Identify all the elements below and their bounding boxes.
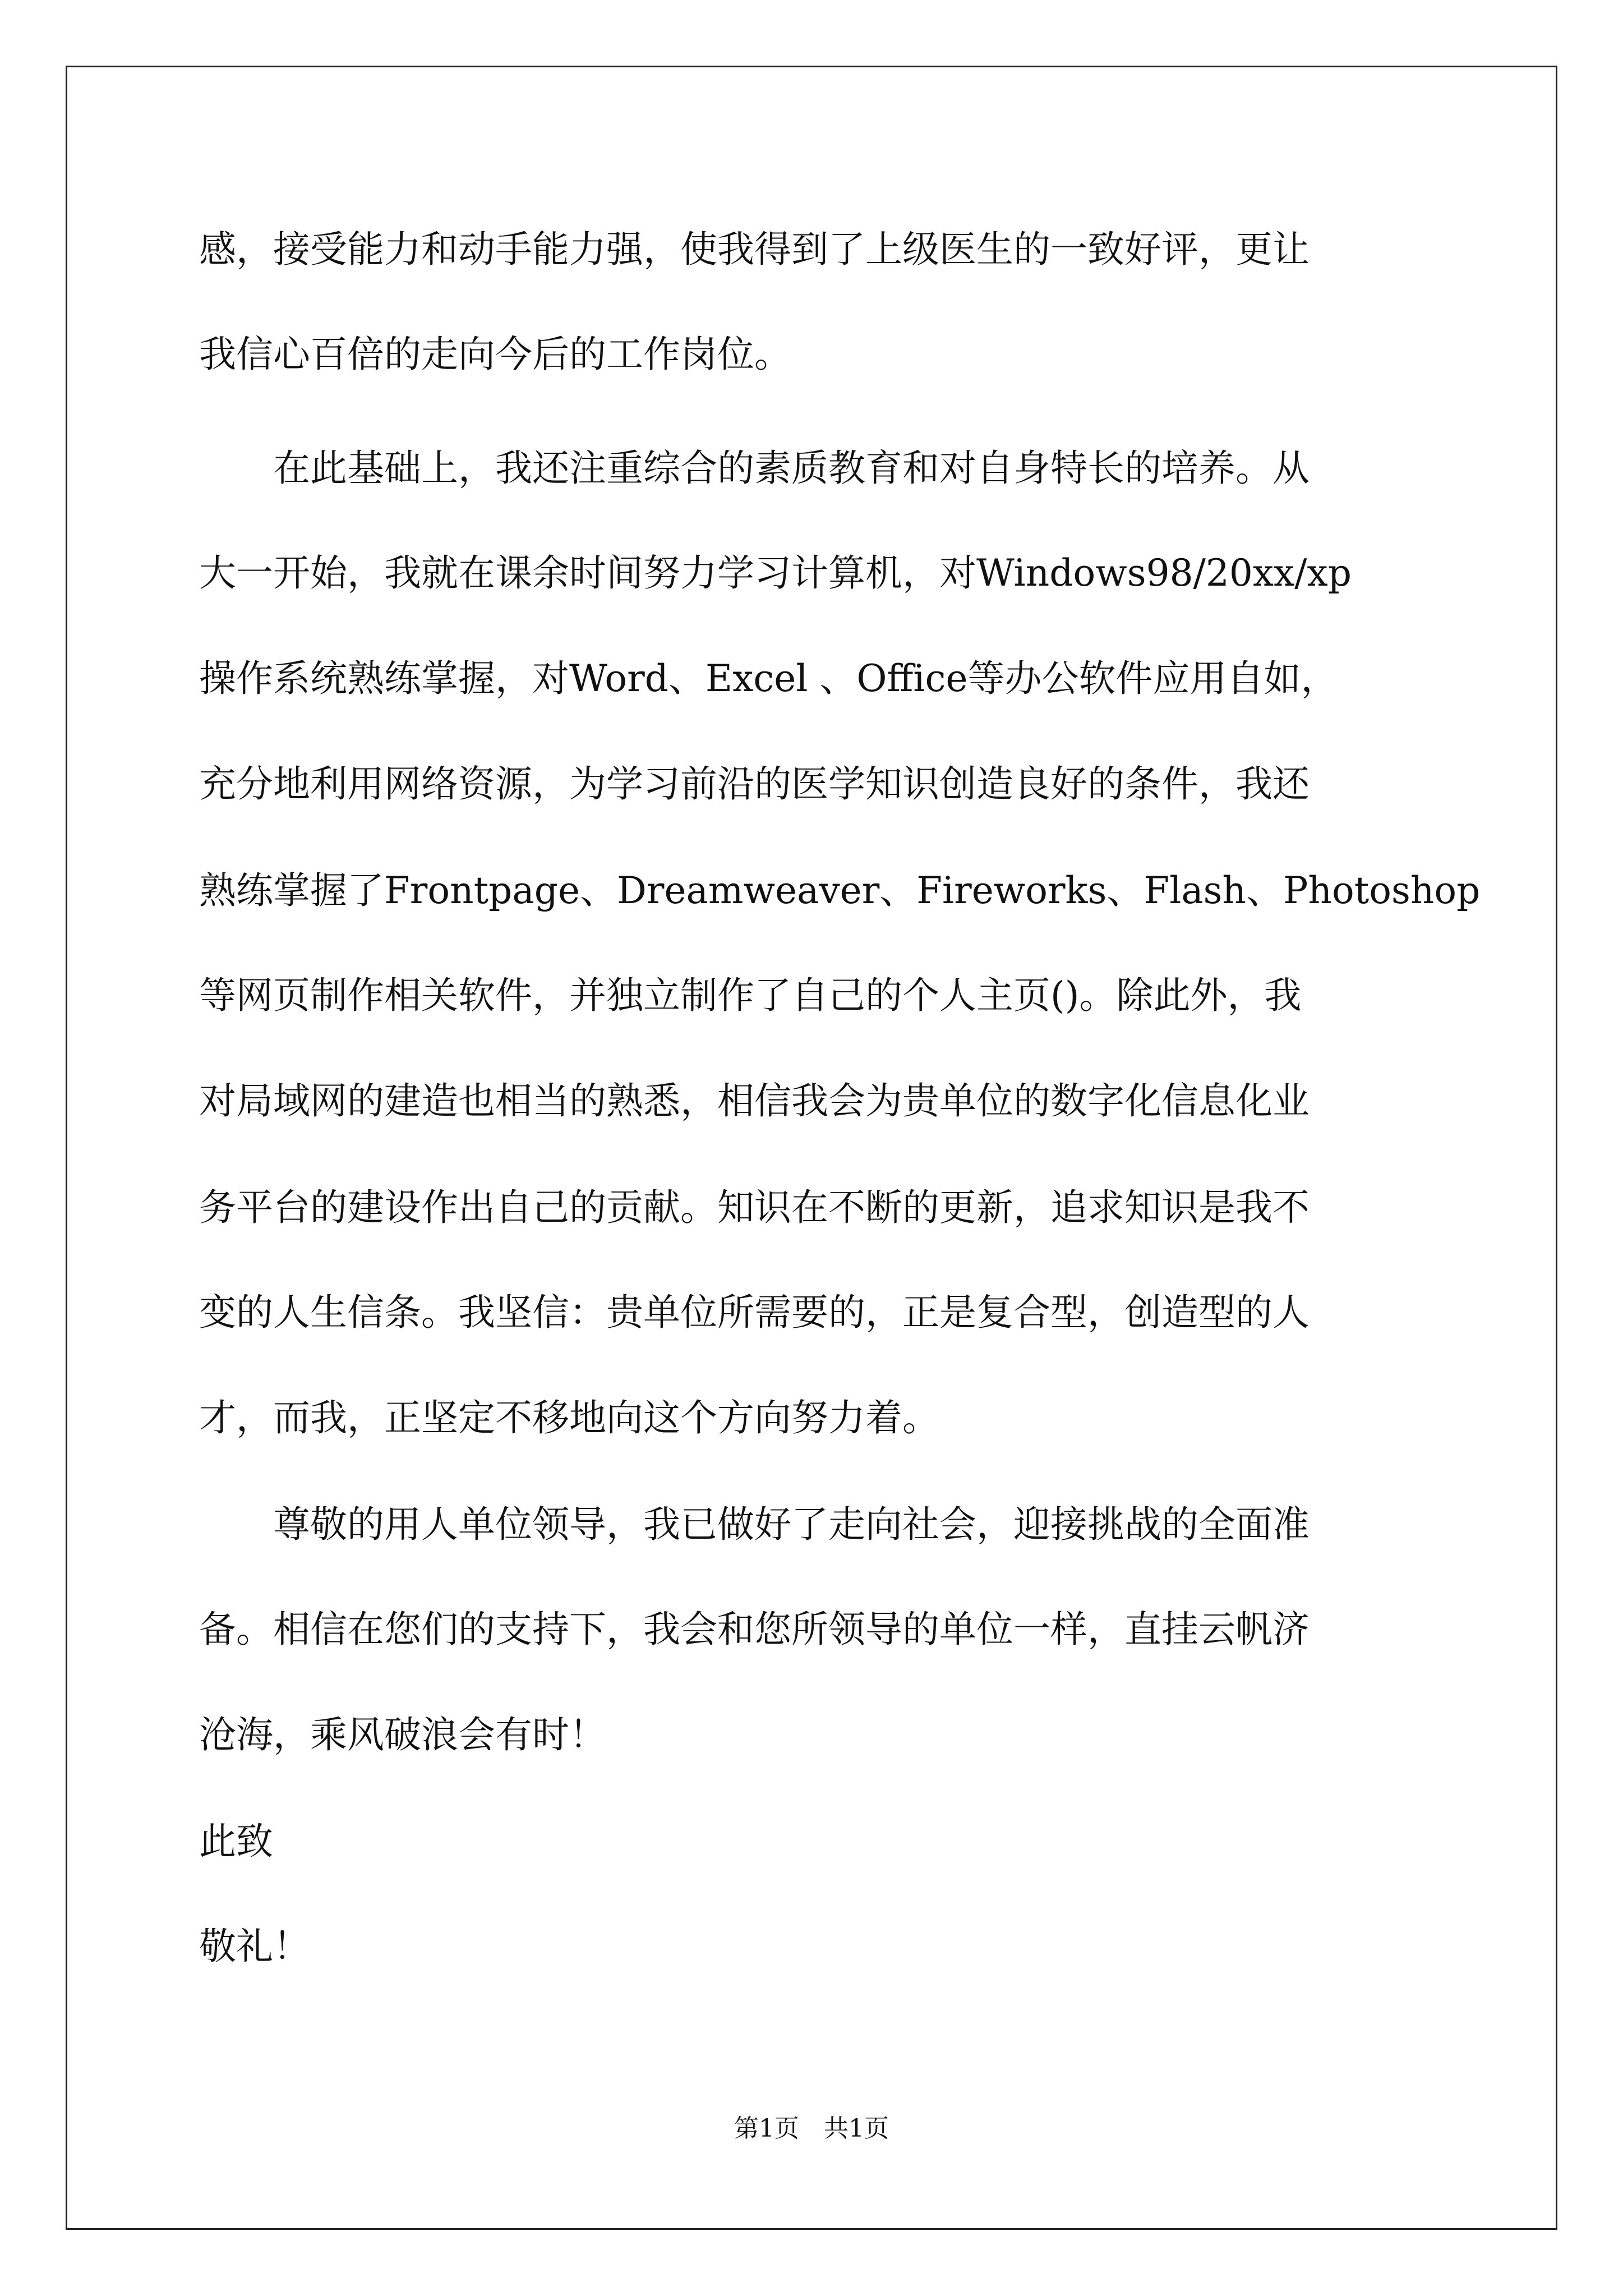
text-line: 敬礼！ (199, 1925, 310, 1968)
text-line: 对局域网的建造也相当的熟悉，相信我会为贵单位的数字化信息化业 (199, 1079, 1310, 1122)
text-line: 大一开始，我就在课余时间努力学习计算机，对Windows98/20xx/xp (199, 551, 1352, 595)
text-line: 沧海，乘风破浪会有时！ (199, 1713, 606, 1756)
text-line: 此致 (199, 1820, 273, 1863)
text-line: 务平台的建设作出自己的贡献。知识在不断的更新，追求知识是我不 (199, 1186, 1310, 1229)
page-border (66, 66, 1557, 2230)
text-line: 才，而我，正坚定不移地向这个方向努力着。 (199, 1396, 939, 1439)
text-line: 我信心百倍的走向今后的工作岗位。 (199, 333, 791, 376)
text-line: 熟练掌握了Frontpage、Dreamweaver、Fireworks、Flash、Photoshop (199, 869, 1481, 912)
text-line: 尊敬的用人单位领导，我已做好了走向社会，迎接挑战的全面准 (199, 1503, 1310, 1546)
text-line: 在此基础上，我还注重综合的素质教育和对自身特长的培养。从 (199, 447, 1310, 490)
text-line: 变的人生信条。我坚信：贵单位所需要的，正是复合型，创造型的人 (199, 1291, 1310, 1334)
text-line: 备。相信在您们的支持下，我会和您所领导的单位一样，直挂云帆济 (199, 1608, 1310, 1651)
text-line: 充分地利用网络资源，为学习前沿的医学知识创造良好的条件，我还 (199, 762, 1310, 806)
text-line: 操作系统熟练掌握，对Word、Excel 、Office等办公软件应用自如， (199, 657, 1338, 700)
text-line: 等网页制作相关软件，并独立制作了自己的个人主页()。除此外，我 (199, 974, 1302, 1017)
page-footer: 第1页 共1页 (734, 2114, 889, 2143)
text-line: 感，接受能力和动手能力强，使我得到了上级医生的一致好评，更让 (199, 228, 1310, 271)
